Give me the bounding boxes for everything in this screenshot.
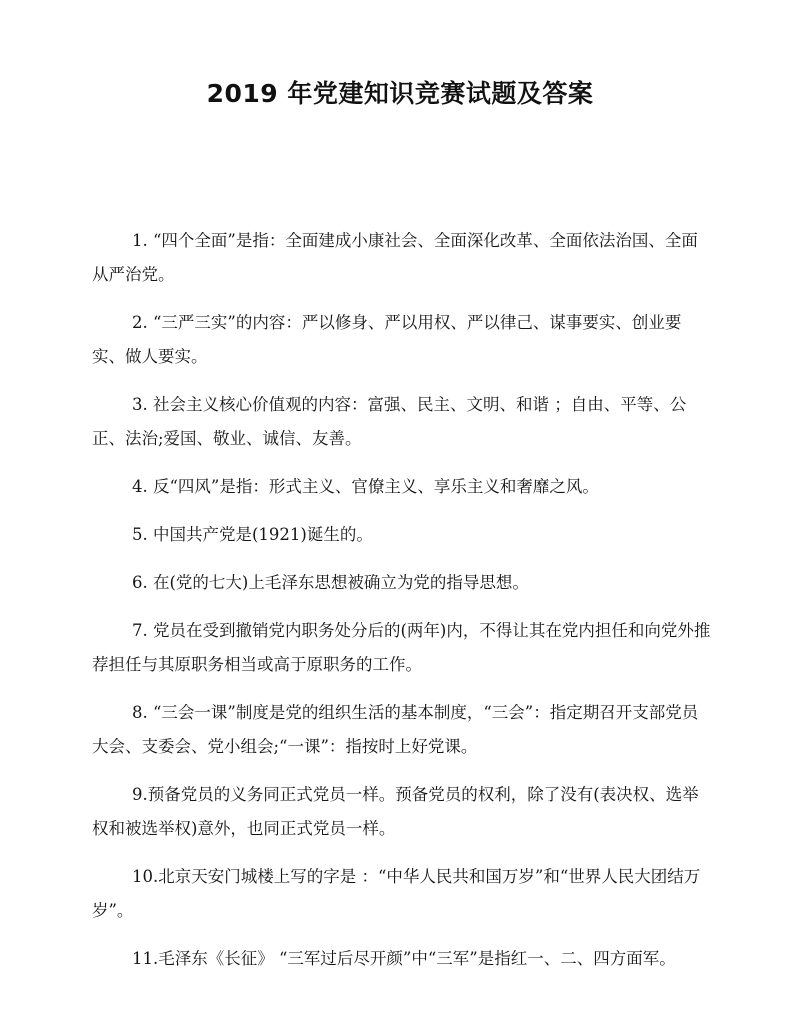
qa-item-11: 11.毛泽东《长征》 “三军过后尽开颜”中“三军”是指红一、二、四方面军。 [132,949,676,968]
qa-item-3: 3. 社会主义核心价值观的内容：富强、民主、文明、和谐 ；自由、平等、公正、法治;爱国、敬业、诚信、友善。 [92,395,687,448]
qa-item-4: 4. 反“四风”是指：形式主义、官僚主义、享乐主义和奢靡之风。 [132,477,599,496]
qa-item-9: 9.预备党员的义务同正式党员一样。预备党员的权利，除了没有(表决权、选举权和被选举权)意外，也同正式党员一样。 [92,785,699,838]
qa-item-10: 10.北京天安门城楼上写的字是 ：“中华人民共和国万岁”和“世界人民大团结万岁”。 [92,867,701,920]
qa-item-8: 8. “三会一课”制度是党的组织生活的基本制度，“三会”：指定期召开支部党员大会、支委会、党小组会;“一课”：指按时上好党课。 [92,703,699,756]
qa-item-2: 2. “三严三实”的内容：严以修身、严以用权、严以律己、谋事要实、创业要实、做人要实。 [92,313,682,366]
qa-item-5: 5. 中国共产党是(1921)诞生的。 [132,525,373,544]
document-title: 2019 年党建知识竞赛试题及答案 [206,79,594,108]
qa-item-1: 1. “四个全面”是指：全面建成小康社会、全面深化改革、全面依法治国、全面从严治党。 [92,231,698,284]
qa-item-7: 7. 党员在受到撤销党内职务处分后的(两年)内，不得让其在党内担任和向党外推荐担任与其原职务相当或高于原职务的工作。 [92,621,711,674]
qa-item-6: 6. 在(党的七大)上毛泽东思想被确立为党的指导思想。 [132,573,529,592]
question-answer-list [92,224,712,990]
